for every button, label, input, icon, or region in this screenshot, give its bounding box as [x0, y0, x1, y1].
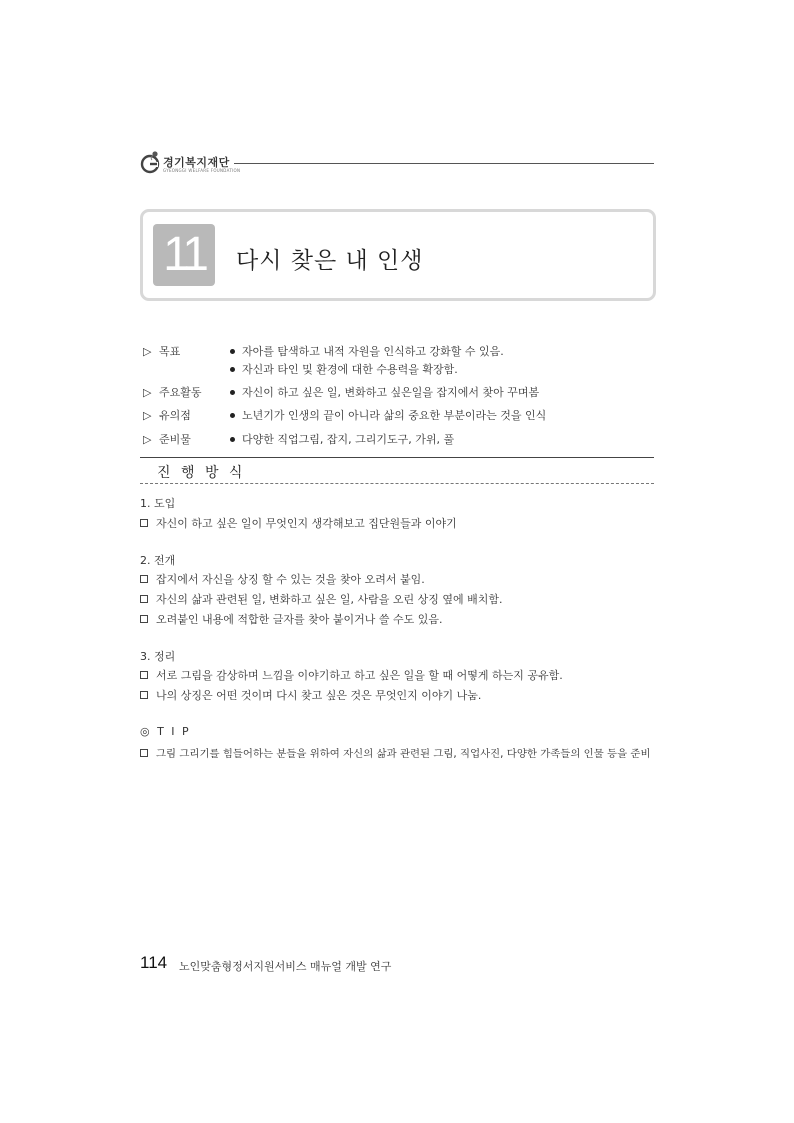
- bullet-dot: [230, 413, 235, 418]
- org-name: 경기복지재단: [163, 156, 230, 169]
- overview-label-materials: ▷ 준비물: [143, 433, 191, 446]
- section-dashed-rule: [140, 483, 654, 484]
- list-item: 잡지에서 자신을 상징 할 수 있는 것을 찾아 오려서 붙임.: [140, 571, 425, 587]
- foundation-logo-icon: [140, 150, 160, 174]
- overview-label-activity: ▷ 주요활동: [143, 386, 202, 399]
- checkbox-square-icon: [140, 595, 148, 603]
- checkbox-square-icon: [140, 519, 148, 527]
- chapter-title: 다시 찾은 내 인생: [236, 248, 424, 274]
- overview-item: 다양한 직업그림, 잡지, 그리기도구, 가위, 풀: [230, 431, 454, 447]
- list-item: 나의 상징은 어떤 것이며 다시 찾고 싶은 것은 무엇인지 이야기 나눔.: [140, 687, 481, 703]
- overview-item: 자신과 타인 및 환경에 대한 수용력을 확장함.: [230, 361, 458, 377]
- chapter-number-badge: 11: [153, 224, 215, 286]
- overview-item: 노년기가 인생의 끝이 아니라 삶의 중요한 부분이라는 것을 인식: [230, 407, 546, 423]
- bullet-dot: [230, 437, 235, 442]
- step-heading-intro: 1. 도입: [140, 497, 176, 510]
- list-item: 자신이 하고 싶은 일이 무엇인지 생각해보고 집단원들과 이야기: [140, 515, 457, 531]
- overview-label-notes: ▷ 유의점: [143, 409, 191, 422]
- bullet-dot: [230, 390, 235, 395]
- step-heading-development: 2. 전개: [140, 554, 176, 567]
- overview-item: 자아를 탐색하고 내적 자원을 인식하고 강화할 수 있음.: [230, 343, 504, 359]
- overview-label-goal: ▷ 목표: [143, 345, 181, 358]
- checkbox-square-icon: [140, 671, 148, 679]
- overview-item: 자신이 하고 싶은 일, 변화하고 싶은일을 잡지에서 찾아 꾸며봄: [230, 384, 539, 400]
- list-item: 그림 그리기를 힘들어하는 분들을 위하여 자신의 삶과 관련된 그림, 직업사진, 다양한 가족들의 인물 등을 준비: [140, 745, 651, 760]
- list-item: 서로 그림을 감상하며 느낌을 이야기하고 하고 싶은 일을 할 때 어떻게 하는지 공유함.: [140, 667, 563, 683]
- bullet-dot: [230, 367, 235, 372]
- bullet-dot: [230, 349, 235, 354]
- list-item: 오려붙인 내용에 적합한 글자를 찾아 붙이거나 쓸 수도 있음.: [140, 611, 443, 627]
- org-subtitle: GYEONGGI WELFARE FOUNDATION: [163, 168, 241, 173]
- step-heading-wrapup: 3. 정리: [140, 650, 176, 663]
- page-number: 114: [140, 953, 168, 972]
- tip-heading: ◎ T I P: [140, 725, 191, 738]
- checkbox-square-icon: [140, 575, 148, 583]
- footer-book-title: 노인맞춤형정서지원서비스 매뉴얼 개발 연구: [179, 960, 392, 973]
- list-item: 자신의 삶과 관련된 일, 변화하고 싶은 일, 사람을 오린 상징 옆에 배치함.: [140, 591, 502, 607]
- section-title: 진 행 방 식: [157, 465, 246, 481]
- checkbox-square-icon: [140, 691, 148, 699]
- header-rule: [234, 163, 654, 164]
- checkbox-square-icon: [140, 749, 148, 757]
- section-top-rule: [140, 457, 654, 458]
- checkbox-square-icon: [140, 615, 148, 623]
